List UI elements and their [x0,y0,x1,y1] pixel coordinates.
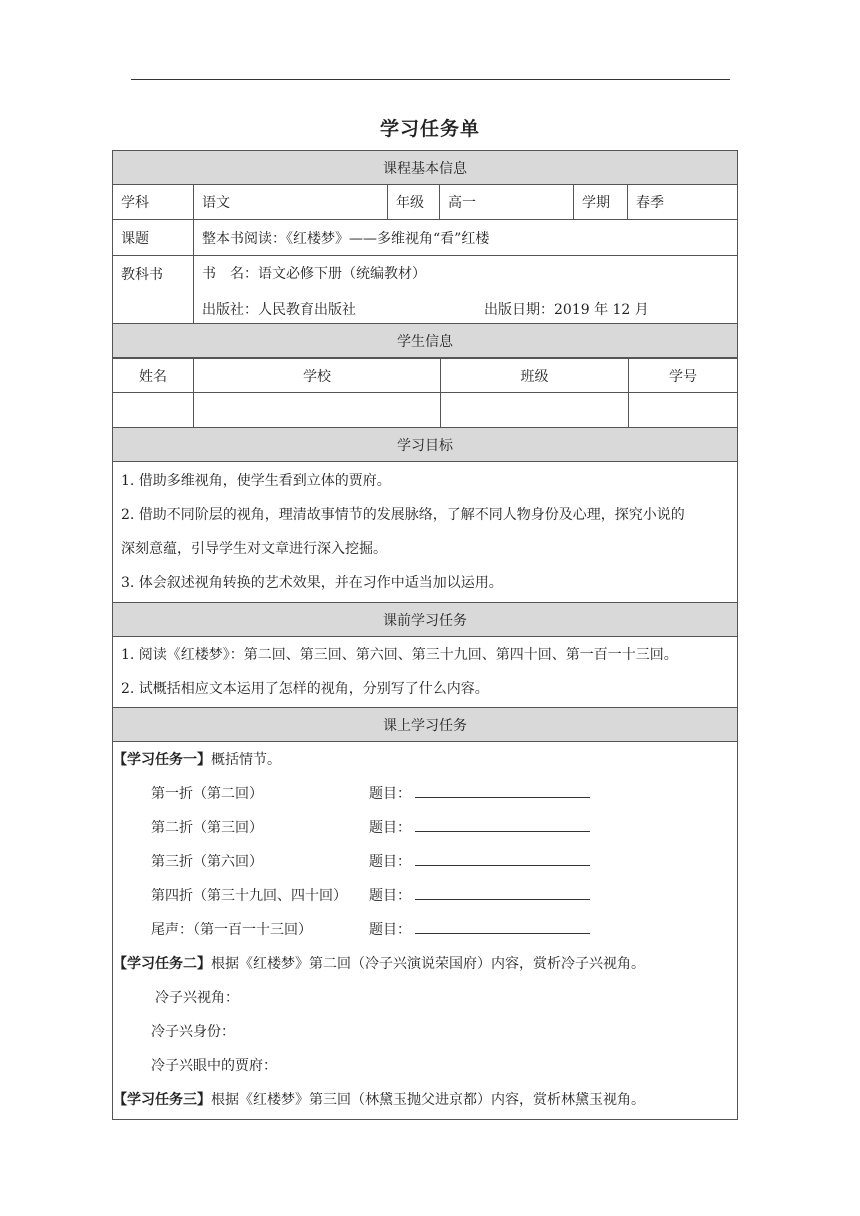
goals-list [113,462,738,603]
task-sheet-table [112,150,738,358]
answer-blank[interactable] [415,853,590,866]
task3-text: 根据《红楼梦》第三回（林黛玉抛父进京都）内容，赏析林黛玉视角。 [211,1092,645,1108]
goal-item: 深刻意蕴，引导学生对文章进行深入挖掘。 [121,541,387,557]
name-input-cell[interactable] [113,393,194,428]
task1-heading [113,743,729,777]
textbook-info [194,256,738,324]
col-student-id: 学号 [629,359,738,393]
task3-heading [113,1083,729,1117]
col-school: 学校 [194,359,441,393]
publisher: 出版社：人民教育出版社 [202,302,356,318]
col-name: 姓名 [113,359,194,393]
goal-item: 2. 借助不同阶层的视角，理清故事情节的发展脉络，了解不同人物身份及心理，探究小说的 [121,507,685,523]
answer-blank[interactable] [415,819,590,832]
task1-row-field: 题目： [369,922,411,938]
topic-value: 整本书阅读：《红楼梦》——多维视角“看”红楼 [194,220,738,256]
student-id-input-cell[interactable] [629,393,738,428]
task1-row-field: 题目： [369,820,411,836]
task1-row-field: 题目： [369,888,411,904]
tasks-table [112,427,738,1120]
task1-row-label: 第三折（第六回） [151,854,263,870]
publisher-line [202,300,729,320]
task2-title: 【学习任务二】 [113,956,211,972]
student-info-header: 学生信息 [113,324,738,358]
task2-line: 冷子兴身份： [151,1024,235,1040]
pre-task-item: 2. 试概括相应文本运用了怎样的视角，分别写了什么内容。 [121,681,489,697]
page-title: 学习任务单 [379,118,480,140]
task1-row-field: 题目： [369,786,411,802]
task1-row-label: 第二折（第三回） [151,820,263,836]
task1-row-label: 第一折（第二回） [151,786,263,802]
answer-blank[interactable] [415,785,590,798]
topic-label: 课题 [113,220,194,256]
grade-value: 高一 [440,185,574,220]
task1-title: 【学习任务一】 [113,752,211,768]
book-name: 书 名：语文必修下册（统编教材） [202,266,426,282]
task2-text: 根据《红楼梦》第二回（冷子兴演说荣国府）内容，赏析冷子兴视角。 [211,956,645,972]
task1-row-3 [121,845,729,879]
class-tasks-header: 课上学习任务 [113,708,738,742]
pre-tasks-list [113,637,738,708]
class-input-cell[interactable] [441,393,629,428]
answer-blank[interactable] [415,887,590,900]
task2-line: 冷子兴视角： [155,990,239,1006]
subject-value: 语文 [194,185,388,220]
task3-title: 【学习任务三】 [113,1092,211,1108]
task1-row-5 [121,913,729,947]
task1-row-1 [121,777,729,811]
term-value: 春季 [628,185,738,220]
task1-text: 概括情节。 [211,752,281,768]
pre-task-item: 1. 阅读《红楼梦》：第二回、第三回、第六回、第三十九回、第四十回、第一百一十三回。 [121,647,678,663]
class-tasks-body [113,742,738,1120]
goal-item: 3. 体会叙述视角转换的艺术效果，并在习作中适当加以运用。 [121,575,503,591]
term-label: 学期 [574,185,628,220]
subject-label: 学科 [113,185,194,220]
task1-row-4 [121,879,729,913]
pre-tasks-header: 课前学习任务 [113,603,738,637]
textbook-label: 教科书 [113,256,194,324]
goals-header: 学习目标 [113,428,738,462]
pub-date: 出版日期：2019 年 12 月 [484,302,649,318]
task2-line: 冷子兴眼中的贾府： [151,1058,277,1074]
task1-row-label: 第四折（第三十九回、四十回） [151,888,347,904]
course-info-header: 课程基本信息 [113,151,738,185]
student-table [112,358,738,428]
col-class: 班级 [441,359,629,393]
school-input-cell[interactable] [194,393,441,428]
header-rule [131,79,730,80]
grade-label: 年级 [388,185,440,220]
task1-row-2 [121,811,729,845]
task1-row-label: 尾声：（第一百一十三回） [151,922,312,938]
task1-row-field: 题目： [369,854,411,870]
goal-item: 1. 借助多维视角，使学生看到立体的贾府。 [121,473,391,489]
answer-blank[interactable] [415,921,590,934]
task2-heading [113,947,729,981]
